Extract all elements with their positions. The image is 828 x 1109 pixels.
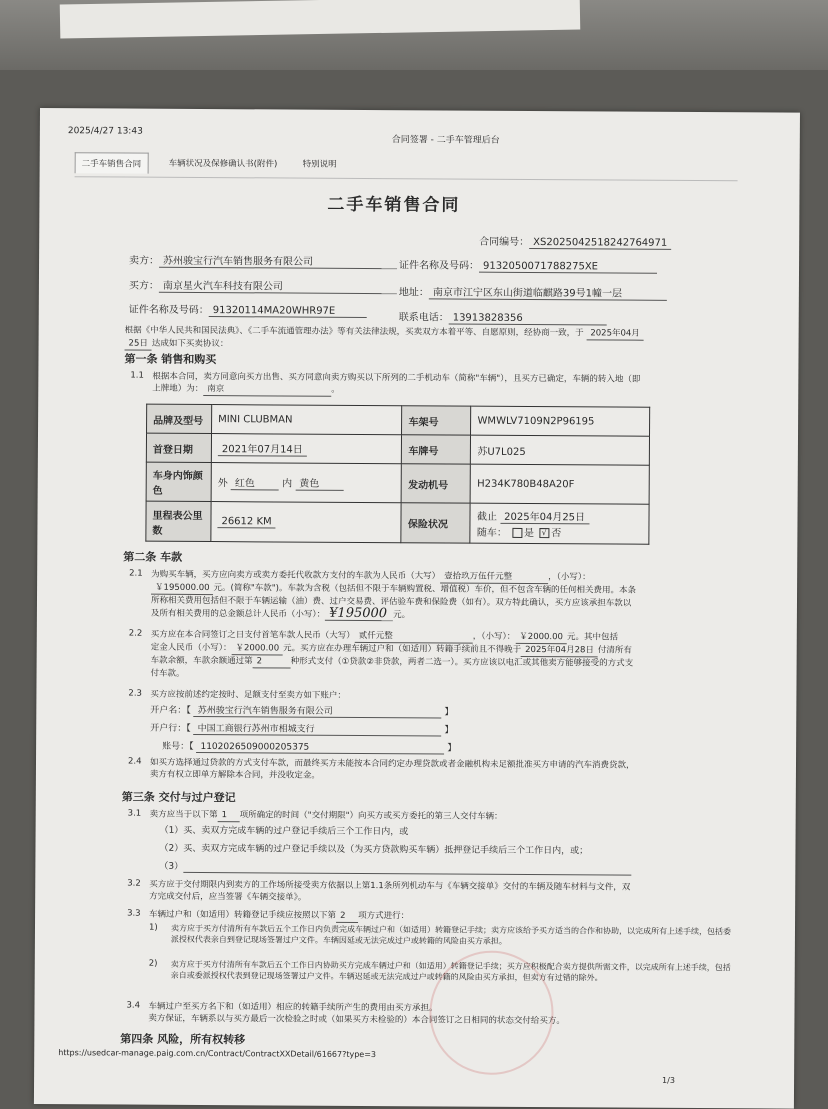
exterior-label: 外 xyxy=(217,478,228,490)
section-4-title: 第四条 风险，所有权转移 xyxy=(120,1032,246,1047)
clause-2-2-text-b: ，（小写）： xyxy=(472,631,516,642)
clause-2-2-text-g: 车款余额，车款余额通过第 xyxy=(150,655,253,667)
clause-3-3-1: 卖方应于买方付清所有车款后五个工作日内负责完成车辆过户和（如适用）转籍登记手续；卖方应该给予买方适当的合作和协助，以完成所有上述手续，包括委派授权代表亲自到登记现场签署过户文件。车辆因延或无法完成过户或转籍的风险由买方承担。 xyxy=(170,923,732,946)
clause-2-2-text-i: 付车款。 xyxy=(150,668,185,679)
buyer-row xyxy=(129,277,397,295)
account-bank-row: 开户行：【 中国工商银行苏州市相城支行 】 xyxy=(150,721,453,737)
section-2-title: 第二条 车款 xyxy=(123,550,183,564)
delivery-option-3 xyxy=(159,859,631,876)
account-number-label: 账号： xyxy=(162,741,190,752)
sign-date-b: 25日 xyxy=(125,338,152,351)
page-number: 1/3 xyxy=(662,1075,675,1085)
clause-1-1-text-a: 根据本合同，卖方同意向买方出售、买方同意向卖方购买以下所列的二手机动车（简称"车辆"），且买方已确定，车辆的转入地（即 xyxy=(152,371,641,385)
clause-3-4-text-b: 卖方保证，车辆系以与买方最后一次检验之时或（如果买方未检验的）本合同签订之日相同的状态交付给买方。 xyxy=(148,1013,565,1027)
clause-2-2-text-a: 买方应在本合同签订之日支付首笔车款人民币（大写） xyxy=(150,629,355,641)
price-uppercase-value: 壹拾玖万伍仟元整 xyxy=(440,570,548,584)
clause-3-3-text-b: 项方式进行： xyxy=(358,910,410,922)
with-car-yes-checkbox[interactable] xyxy=(512,528,522,538)
tab-bar xyxy=(75,144,738,181)
seller-value: 苏州骏宝行汽车销售服务有限公司 xyxy=(159,252,397,269)
delivery-option-value: 1 xyxy=(218,809,240,822)
clause-3-3-text-a: 车辆过户和（如适用）转籍登记手续应按照以下第 xyxy=(149,909,337,921)
contract-no-label: 合同编号： xyxy=(479,236,530,248)
clause-1-1-text-b: 上牌地）为： xyxy=(152,383,204,395)
clause-3-3-1-number: 1) xyxy=(148,922,158,933)
sign-date-a: 2025年04月 xyxy=(586,327,644,340)
clause-2-1-text-d: 所称相关费用包括但不限于车辆运输（油）费、过户交易费、评估验车费和保险费（如有）。双方特此确认，买方应该承担车款以 xyxy=(150,595,632,609)
exterior-color-value: 红色 xyxy=(231,474,279,490)
clause-3-3-2: 卖方应于买方付清所有车款后五个工作日内协助买方完成车辆过户和（如适用）转籍登记手续；买方应积极配合卖方提供所需文件，以完成所有上述手续，包括亲自或委派授权代表到登记现场签署过户文件。车辆迟延或无法完成过户或转籍的风险由买方承担，但卖方有过错的除外。 xyxy=(170,959,731,983)
seller-cert-value: 9132050071788275XE xyxy=(479,261,657,274)
delivery-option-2: （2）买、卖双方完成车辆的过户登记手续以及（为买方贷款购买车辆）抵押登记手续后三个工作日内，或； xyxy=(159,843,589,857)
address-row xyxy=(399,283,667,301)
clause-2-1-number: 2.1 xyxy=(129,568,143,579)
account-name-label: 开户名： xyxy=(150,705,187,716)
address-label: 地址： xyxy=(398,287,429,299)
seller-row xyxy=(129,252,397,270)
intro-text-a: 根据《中华人民共和国民法典》、《二手车流通管理办法》等有关法律法规，买卖双方本着平等、自愿原则，经协商一致，于 xyxy=(124,325,584,339)
account-bank-label: 开户行： xyxy=(150,723,187,734)
account-bank-value: 中国工商银行苏州市相城支行 xyxy=(194,721,442,737)
interior-label: 内 xyxy=(282,478,293,490)
phone-label: 联系电话： xyxy=(398,312,449,324)
tab-sales-contract[interactable]: 二手车销售合同 xyxy=(75,152,149,173)
delivery-option-3-text: （3） xyxy=(159,861,184,872)
vehicle-info-table xyxy=(145,404,650,545)
clause-2-4-text-b: 卖方有权立即单方解除本合同，并没收定金。 xyxy=(149,769,320,781)
clause-2-2-number: 2.2 xyxy=(128,628,143,639)
seller-cert-row xyxy=(399,256,657,274)
plate-value: 苏U7L025 xyxy=(471,435,650,465)
intro-text-b: 达成如下买卖协议： xyxy=(151,338,229,350)
buyer-cert-value: 91320114MA20WHR97E xyxy=(209,305,367,318)
first-payment-uppercase-value: 贰仟元整 xyxy=(355,630,473,644)
clause-3-2-text-b: 方完成交付后，应当签署《车辆交接单》。 xyxy=(149,891,307,903)
clause-3-2-text-a: 买方应于交付期限内到卖方的工作场所接受卖方依据以上第1.1条所列机动车与《车辆交接单》交付的车辆及随车材料与文件，双 xyxy=(149,879,631,893)
color-label: 车身内饰颜色 xyxy=(146,462,211,501)
clause-3-2-number: 3.2 xyxy=(127,878,141,889)
transfer-option-value: 2 xyxy=(336,910,358,923)
clause-3-3-number: 3.3 xyxy=(127,908,141,919)
clause-2-4-number: 2.4 xyxy=(127,756,142,767)
seller-label: 卖方： xyxy=(129,255,160,267)
clause-1-1: 根据本合同，卖方同意向买方出售、买方同意向卖方购买以下所列的二手机动车（简称"车辆"），且买方已确定，车辆的转入地（即 上牌地）为： 南京 。 xyxy=(152,371,641,395)
clause-3-1-number: 3.1 xyxy=(127,808,142,819)
transfer-city-value: 南京 xyxy=(203,383,331,397)
deposit-value: ￥2000.00 xyxy=(231,642,283,655)
engine-label: 发动机号 xyxy=(402,464,471,503)
insurance-label: 保险状况 xyxy=(401,503,470,543)
tab-special-notes[interactable]: 特别说明 xyxy=(302,159,337,170)
clause-3-2 xyxy=(149,879,749,907)
registration-value: 2021年07月14日 xyxy=(218,440,307,457)
clause-2-2-text-d: 定金人民币（小写）： xyxy=(150,642,232,654)
insurance-until-value: 2025年04月25日 xyxy=(500,508,589,525)
clause-2-1-text-e: 及所有相关费用的总金额总计人民币（小写）： xyxy=(150,608,326,620)
document-title: 二手车销售合同 xyxy=(327,194,461,216)
mileage-value: 26612 KM xyxy=(217,516,275,528)
delivery-option-1: （1）买、卖双方完成车辆的过户登记手续后三个工作日内，或 xyxy=(159,825,409,838)
section-3-title: 第三条 交付与过户登记 xyxy=(121,790,236,805)
vin-label: 车架号 xyxy=(402,406,471,435)
clause-3-4-text-a: 车辆过户至买方名下和（如适用）相应的转籍手续所产生的费用由买方承担。 xyxy=(148,1001,438,1014)
clause-2-2-text-c: 元。其中包括 xyxy=(566,632,619,643)
contract-page xyxy=(34,108,800,1109)
footer-url: https://usedcar-manage.paig.com.cn/Contract/ContractXXDetail/61667?type=3 xyxy=(58,1048,377,1060)
phone-row xyxy=(399,308,607,325)
clause-2-1 xyxy=(151,569,751,624)
faded-seal xyxy=(429,950,554,1075)
buyer-cert-label: 证件名称及号码： xyxy=(128,304,209,317)
clause-2-2-text-h: 种形式支付（①贷款②非贷款，两者二选一）。买方应该以电汇或其他卖方能够接受的方式支 xyxy=(290,656,634,669)
interior-color-value: 黄色 xyxy=(295,475,343,491)
account-number-value: 1102026509000205375 xyxy=(196,742,444,755)
with-car-yes-label: 是 xyxy=(524,527,535,540)
buyer-label: 买方： xyxy=(128,280,159,292)
clause-3-4-number: 3.4 xyxy=(126,1000,141,1011)
clause-2-2 xyxy=(151,629,751,684)
clause-2-4 xyxy=(150,757,750,785)
vin-value: WMWLV7109N2P96195 xyxy=(471,406,650,436)
tab-condition-warranty[interactable]: 车辆状况及保修确认书(附件) xyxy=(168,158,278,170)
address-value: 南京市江宁区东山街道临麒路39号1幢一层 xyxy=(429,283,667,300)
price-value: ￥195000.00 xyxy=(151,582,214,595)
brand-label: 品牌及型号 xyxy=(147,404,212,433)
account-name-value: 苏州骏宝行汽车销售服务有限公司 xyxy=(194,703,442,719)
plate-label: 车牌号 xyxy=(402,435,471,464)
payment-method-value: 2 xyxy=(253,655,291,668)
clause-2-1-text-a: 为购买车辆，买方应向卖方或卖方委托代收款方支付的车款为人民币（大写） xyxy=(151,569,441,582)
clause-2-1-text-b: ，（小写）： xyxy=(548,572,591,583)
brand-value: MINI CLUBMAN xyxy=(212,405,403,435)
print-datetime: 2025/4/27 13:43 xyxy=(67,126,143,137)
clause-2-3-number: 2.3 xyxy=(128,688,142,699)
seller-cert-label: 证件名称及号码： xyxy=(399,260,480,272)
clause-2-1-text-f: 元。 xyxy=(393,610,411,621)
section-1-title: 第一条 销售和购买 xyxy=(124,352,217,367)
print-site-title: 合同签署 - 二手车管理后台 xyxy=(391,135,500,146)
intro-paragraph xyxy=(125,325,725,355)
clause-2-1-text-c: 元。(简称"车款")。车款为含税（包括但不限于车辆购置税、增值税）车价，但不包含车辆的任何相关费用。本条 xyxy=(213,583,637,596)
buyer-cert-row xyxy=(129,301,367,318)
clause-2-2-text-e: 元。买方应在办理车辆过户和（如适用）转籍手续前且不得晚于 xyxy=(283,643,522,655)
phone-value: 13913828356 xyxy=(449,313,607,326)
clause-3-1-text-b: 项所确定的时间（"交付期限"）向买方或买方委托的第三人交付车辆： xyxy=(239,810,503,822)
first-payment-value: ￥2000.00 xyxy=(515,631,567,644)
clause-3-3-2-number: 2) xyxy=(148,958,158,969)
registration-label: 首登日期 xyxy=(146,433,211,462)
clause-2-4-text-a: 如买方选择通过贷款的方式支付车款，而最终买方未能按本合同约定办理贷款或者金融机构未足额批准买方申请的汽车消费贷款， xyxy=(149,757,635,771)
clause-3-1-text-a: 卖方应当于以下第 xyxy=(149,809,218,821)
with-car-no-label: 否 xyxy=(551,528,562,540)
clause-1-1-number: 1.1 xyxy=(130,370,144,381)
handwritten-total: ¥195000 xyxy=(325,608,393,621)
account-name-row: 开户名：【 苏州骏宝行汽车销售服务有限公司 】 xyxy=(150,703,453,719)
engine-value: H234K780B48A20F xyxy=(471,464,650,504)
clause-2-3: 买方应按前述约定按时、足额支付至卖方如下账户： xyxy=(150,689,346,701)
insurance-until-label: 截止 xyxy=(476,511,498,523)
buyer-value: 南京星火汽车科技有限公司 xyxy=(159,277,397,294)
with-car-no-checkbox[interactable]: √ xyxy=(539,528,549,538)
with-car-label: 随车： xyxy=(476,527,507,539)
mileage-label: 里程表公里数 xyxy=(146,501,211,541)
account-number-row: 账号：【 1102026509000205375 】 xyxy=(162,741,457,754)
contract-no-row xyxy=(479,233,671,250)
contract-no-value: XS2025042518242764971 xyxy=(529,237,671,250)
payment-deadline-value: 2025年04月28日 xyxy=(521,644,598,657)
clause-2-2-text-f: 付清所有 xyxy=(597,645,632,656)
